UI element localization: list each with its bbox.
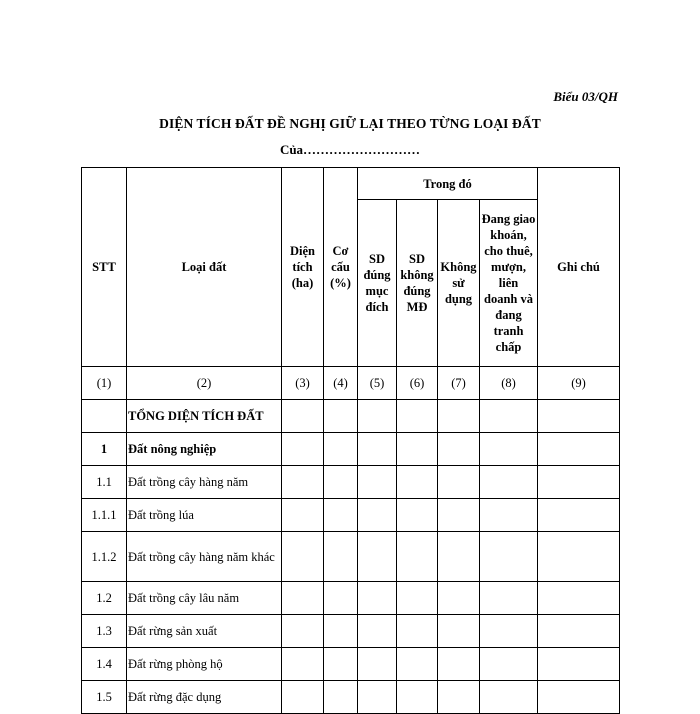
column-number-row (82, 367, 620, 400)
header-dang-giao-khoan: Đang giao khoán, cho thuê, mượn, liên doanh và đang tranh chấp (480, 200, 538, 367)
form-code: Biểu 03/QH (553, 89, 618, 104)
header-co-cau: Cơ cấu (%) (324, 168, 358, 367)
cell-empty (397, 582, 438, 615)
cell-empty (397, 648, 438, 681)
cell-empty (438, 532, 480, 582)
cell-empty (358, 681, 397, 714)
row-stt: 1.3 (82, 615, 127, 648)
col-number: (5) (358, 367, 397, 400)
cell-empty (480, 466, 538, 499)
cell-empty (282, 582, 324, 615)
cell-empty (358, 532, 397, 582)
row-land-type: Đất rừng đặc dụng (127, 681, 282, 714)
cell-empty (282, 400, 324, 433)
cell-empty (480, 615, 538, 648)
row-land-type: TỔNG DIỆN TÍCH ĐẤT (127, 400, 282, 433)
cell-empty (358, 615, 397, 648)
document-subtitle: Của……………………… (279, 142, 421, 157)
cell-empty (538, 499, 620, 532)
cell-empty (480, 582, 538, 615)
cell-empty (480, 400, 538, 433)
cell-empty (438, 648, 480, 681)
table-row (82, 615, 620, 648)
cell-empty (282, 648, 324, 681)
col-number: (8) (480, 367, 538, 400)
row-stt: 1.4 (82, 648, 127, 681)
cell-empty (480, 433, 538, 466)
cell-empty (282, 466, 324, 499)
cell-empty (480, 499, 538, 532)
cell-empty (324, 681, 358, 714)
col-number: (1) (82, 367, 127, 400)
table-row (82, 582, 620, 615)
cell-empty (324, 466, 358, 499)
row-land-type: Đất trồng cây hàng năm khác (127, 532, 282, 582)
table-row (82, 433, 620, 466)
cell-empty (397, 681, 438, 714)
document-title: DIỆN TÍCH ĐẤT ĐỀ NGHỊ GIỮ LẠI THEO TỪNG LOẠI ĐẤT (159, 116, 541, 131)
row-land-type: Đất trồng cây lâu năm (127, 582, 282, 615)
header-khong-su-dung: Không sử dụng (438, 200, 480, 367)
cell-empty (397, 532, 438, 582)
cell-empty (358, 466, 397, 499)
row-land-type: Đất trồng cây hàng năm (127, 466, 282, 499)
row-land-type: Đất rừng sản xuất (127, 615, 282, 648)
cell-empty (324, 400, 358, 433)
table-row (82, 648, 620, 681)
header-dien-tich: Diện tích (ha) (282, 168, 324, 367)
row-stt: 1.5 (82, 681, 127, 714)
row-land-type: Đất trồng lúa (127, 499, 282, 532)
cell-empty (397, 466, 438, 499)
col-number: (2) (127, 367, 282, 400)
table-row (82, 400, 620, 433)
cell-empty (282, 532, 324, 582)
col-number: (3) (282, 367, 324, 400)
cell-empty (438, 499, 480, 532)
header-trong-do: Trong đó (358, 168, 538, 200)
row-stt: 1.1.2 (82, 532, 127, 582)
cell-empty (438, 400, 480, 433)
cell-empty (324, 648, 358, 681)
cell-empty (538, 615, 620, 648)
cell-empty (480, 532, 538, 582)
cell-empty (358, 582, 397, 615)
header-sd-dung-muc-dich: SD đúng mục đích (358, 200, 397, 367)
cell-empty (480, 681, 538, 714)
header-sd-khong-dung: SD không đúng MĐ (397, 200, 438, 367)
cell-empty (397, 499, 438, 532)
cell-empty (324, 499, 358, 532)
header-loai-dat: Loại đất (127, 168, 282, 367)
cell-empty (358, 499, 397, 532)
row-stt: 1.1 (82, 466, 127, 499)
cell-empty (282, 499, 324, 532)
row-stt: 1.1.1 (82, 499, 127, 532)
cell-empty (324, 532, 358, 582)
cell-empty (282, 615, 324, 648)
col-number: (9) (538, 367, 620, 400)
cell-empty (538, 466, 620, 499)
cell-empty (324, 615, 358, 648)
cell-empty (538, 648, 620, 681)
row-land-type: Đất rừng phòng hộ (127, 648, 282, 681)
table-row (82, 532, 620, 582)
table-row (82, 499, 620, 532)
cell-empty (538, 532, 620, 582)
cell-empty (438, 615, 480, 648)
cell-empty (397, 400, 438, 433)
cell-empty (438, 466, 480, 499)
cell-empty (397, 433, 438, 466)
row-stt (82, 400, 127, 433)
table-row (82, 681, 620, 714)
cell-empty (538, 582, 620, 615)
cell-empty (324, 582, 358, 615)
cell-empty (358, 400, 397, 433)
header-stt: STT (82, 168, 127, 367)
row-stt: 1 (82, 433, 127, 466)
cell-empty (438, 433, 480, 466)
row-stt: 1.2 (82, 582, 127, 615)
cell-empty (538, 681, 620, 714)
table-row (82, 466, 620, 499)
cell-empty (282, 681, 324, 714)
row-land-type: Đất nông nghiệp (127, 433, 282, 466)
cell-empty (282, 433, 324, 466)
cell-empty (397, 615, 438, 648)
cell-empty (358, 648, 397, 681)
cell-empty (324, 433, 358, 466)
cell-empty (538, 400, 620, 433)
col-number: (6) (397, 367, 438, 400)
cell-empty (438, 681, 480, 714)
cell-empty (480, 648, 538, 681)
land-area-table (81, 167, 620, 714)
col-number: (4) (324, 367, 358, 400)
cell-empty (538, 433, 620, 466)
cell-empty (438, 582, 480, 615)
col-number: (7) (438, 367, 480, 400)
header-ghi-chu: Ghi chú (538, 168, 620, 367)
cell-empty (358, 433, 397, 466)
